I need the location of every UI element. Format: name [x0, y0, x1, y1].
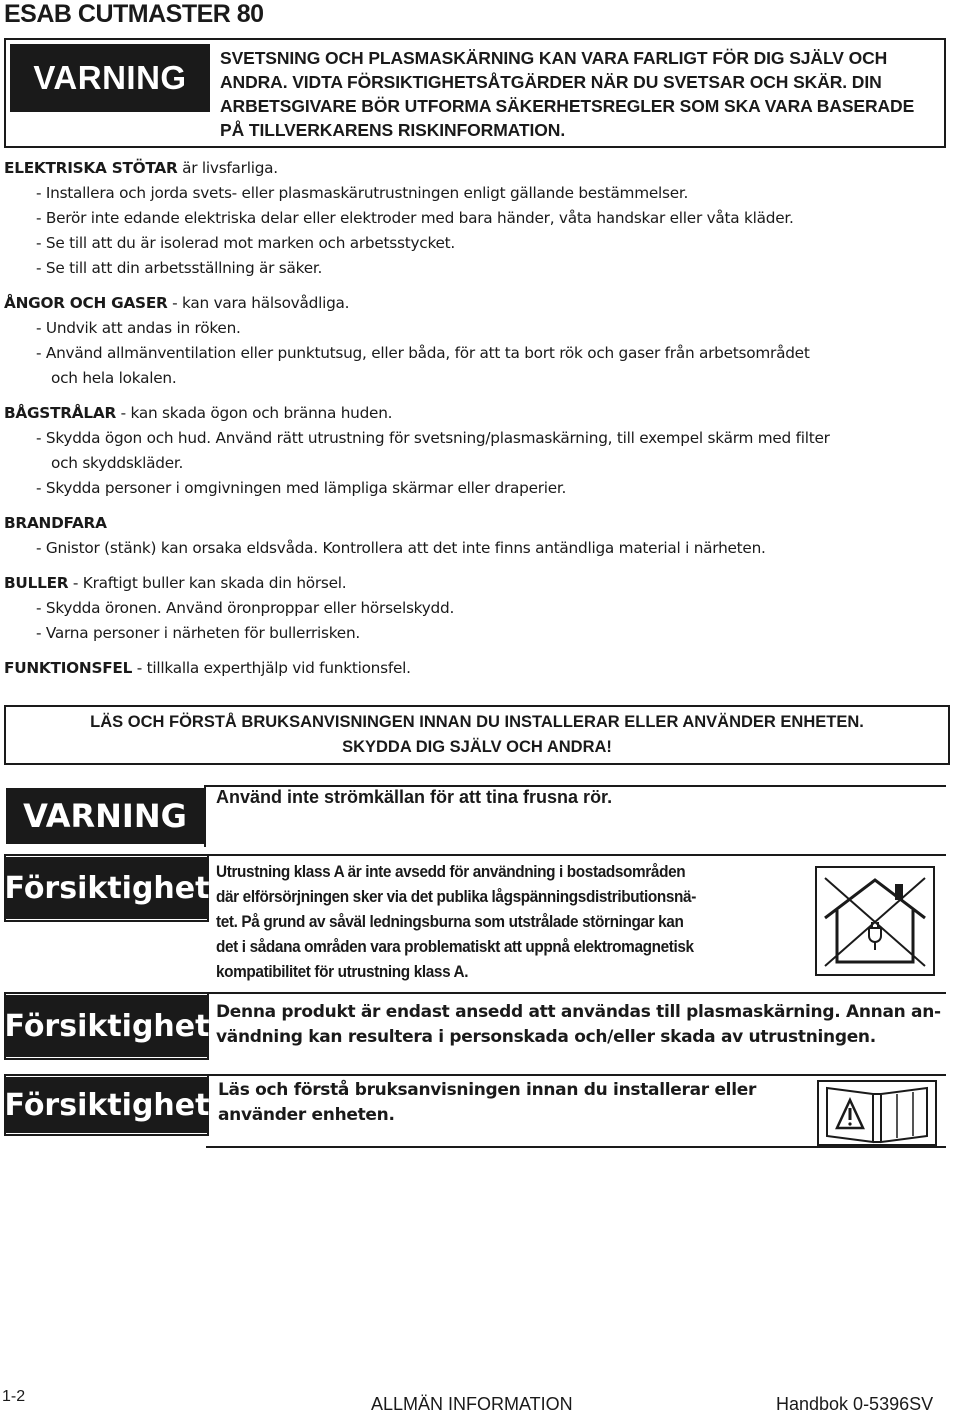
- hazard-heading-fire: BRANDFARA: [4, 514, 107, 532]
- notice-text: Utrustning klass A är inte avsedd för användning i bostadsområden där elförsörjningen sker via det publika lågspänningsdistributionsnä- tet. På grund av såväl ledningsburna som utstrålade störningar kan det i sådana områden vara problematiskt att uppnå elektromagnetisk kompatibilitet för utrustning klass A.: [216, 863, 696, 981]
- page-number: 1-2: [2, 1388, 26, 1405]
- read-manual-notice: [4, 705, 950, 765]
- top-warning-box: [4, 38, 946, 148]
- hazard-item: - Gnistor (stänk) kan orsaka eldsvåda. Kontrollera att det inte finns antändliga material i närheten.: [36, 539, 766, 557]
- footer-section: ALLMÄN INFORMATION: [371, 1394, 573, 1414]
- warning-line: ARBETSGIVARE BÖR UTFORMA SÄKERHETSREGLER SOM SKA VARA BASERADE: [220, 96, 915, 116]
- hazard-item: och skyddskläder.: [51, 454, 184, 472]
- hazard-item: - Skydda öronen. Använd öronproppar eller hörselskydd.: [36, 599, 455, 617]
- hazard-sections: [4, 156, 954, 681]
- hazard-item: - Undvik att andas in röken.: [36, 319, 241, 337]
- hazard-heading-malfunction: FUNKTIONSFEL - tillkalla experthjälp vid funktionsfel.: [4, 659, 411, 677]
- hazard-item: - Varna personer i närheten för bullerrisken.: [36, 624, 361, 642]
- no-residential-use-icon: [815, 866, 935, 976]
- hazard-item: - Skydda ögon och hud. Använd rätt utrustning för svetsning/plasmaskärning, till exempel skärm med filter: [36, 429, 830, 447]
- footer-manual-id: Handbok 0-5396SV: [776, 1394, 934, 1414]
- notice-text: Använd inte strömkällan för att tina frusna rör.: [216, 787, 613, 807]
- warning-text: [220, 46, 944, 142]
- notice-label-caution: Försiktighet: [6, 857, 208, 919]
- hazard-item: - Installera och jorda svets- eller plasmaskärutrustningen enligt gällande bestämmelser.: [36, 184, 689, 202]
- hazard-item: - Berör inte edande elektriska delar eller elektroder med bara händer, våta handskar eller våta kläder.: [36, 209, 794, 227]
- warning-line: SVETSNING OCH PLASMASKÄRNING KAN VARA FARLIGT FÖR DIG SJÄLV OCH: [220, 48, 888, 68]
- hazard-item: - Se till att du är isolerad mot marken och arbetsstycket.: [36, 234, 456, 252]
- warning-line: ANDRA. VIDTA FÖRSIKTIGHETSÅTGÄRDER NÄR DU SVETSAR OCH SKÄR. DIN: [220, 72, 882, 92]
- notice-text: Läs och förstå bruksanvisningen innan du installerar eller använder enheten.: [218, 1080, 757, 1125]
- notice-label-caution: Försiktighet: [6, 995, 208, 1057]
- warning-line: PÅ TILLVERKARENS RISKINFORMATION.: [220, 120, 566, 140]
- hazard-item: - Använd allmänventilation eller punktutsug, eller båda, för att ta bort rök och gaser från arbetsområdet: [36, 344, 810, 362]
- read-notice-line: LÄS OCH FÖRSTÅ BRUKSANVISNINGEN INNAN DU INSTALLERAR ELLER ANVÄNDER ENHETEN.: [90, 713, 864, 731]
- divider: [206, 854, 946, 856]
- hazard-heading-electric: ELEKTRISKA STÖTAR är livsfarliga.: [4, 159, 278, 177]
- hazard-item: och hela lokalen.: [51, 369, 177, 387]
- hazard-heading-arc-rays: BÅGSTRÅLAR - kan skada ögon och bränna huden.: [4, 404, 393, 422]
- notice-label-caution: Försiktighet: [6, 1077, 208, 1133]
- hazard-item: - Skydda personer i omgivningen med lämpliga skärmar eller draperier.: [36, 479, 567, 497]
- hazard-heading-noise: BULLER - Kraftigt buller kan skada din hörsel.: [4, 574, 347, 592]
- divider: [204, 785, 206, 847]
- divider: [206, 1074, 946, 1076]
- notice-label-varning: VARNING: [6, 788, 204, 844]
- varning-label: VARNING: [10, 44, 210, 112]
- divider: [206, 1146, 946, 1148]
- hazard-item: - Se till att din arbetsställning är säker.: [36, 259, 323, 277]
- divider: [206, 992, 946, 994]
- hazard-heading-fumes: ÅNGOR OCH GASER - kan vara hälsovådliga.: [4, 294, 350, 312]
- read-notice-line: SKYDDA DIG SJÄLV OCH ANDRA!: [342, 738, 612, 756]
- document-title: ESAB CUTMASTER 80: [4, 0, 264, 28]
- notice-text: Denna produkt är endast ansedd att användas till plasmaskärning. Annan an- vändning kan resultera i personskada och/eller skada av utrustningen.: [216, 1002, 941, 1047]
- read-manual-icon: [817, 1080, 937, 1146]
